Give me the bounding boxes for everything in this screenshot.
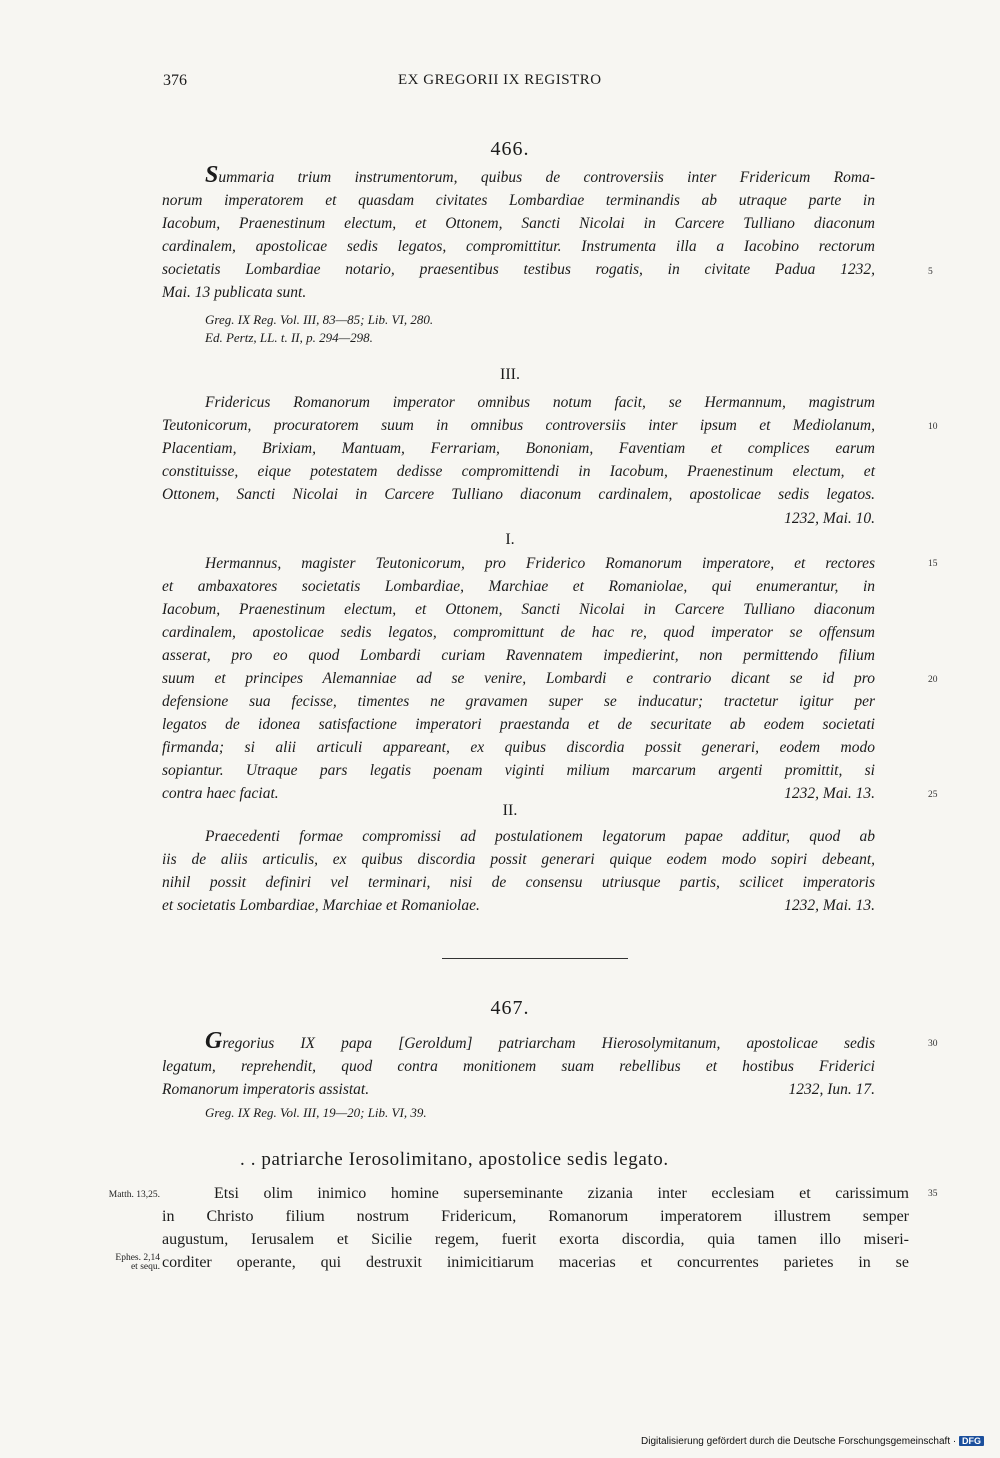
text-line: firmanda; si alii articuli appareant, ex quibus discordia possit generari, eodem modo — [162, 739, 875, 756]
summary-line: cardinalem, apostolicae sedis legatos, compromittitur. Instrumenta illa a Iacobino rectorum — [162, 238, 875, 255]
date: 1232, Mai. 13. — [784, 897, 875, 914]
text-line: contra haec faciat. — [162, 785, 279, 802]
text-line: Praecedenti formae compromissi ad postulationem legatorum papae additur, quod ab — [205, 828, 875, 845]
text-line: legatos de idonea satisfactione imperatori praestanda et de securitate ab eodem societati — [162, 716, 875, 733]
page-number: 376 — [163, 72, 187, 89]
credit-text: Digitalisierung gefördert durch die Deutsche Forschungsgemeinschaft — [641, 1436, 951, 1447]
margin-note: Ephes. 2,14 — [115, 1253, 160, 1263]
summary-line: Mai. 13 publicata sunt. — [162, 284, 307, 301]
text-line: Etsi olim inimico homine superseminante zizania inter ecclesiam et carissimum — [214, 1185, 909, 1202]
address-line: . . patriarche Ierosolimitano, apostolice sedis legato. — [240, 1149, 669, 1170]
text-line: Fridericus Romanorum imperator omnibus notum facit, se Hermannum, magistrum — [205, 394, 875, 411]
text-line: defensione sua fecisse, timentes ne gravamen super se inducatur; tractetur igitur per — [162, 693, 875, 710]
line-number: 15 — [928, 559, 938, 569]
summary-line: Gregorius IX papa [Geroldum] patriarcham Hierosolymitanum, apostolicae sedis — [205, 1028, 875, 1054]
drop-cap: S — [205, 162, 219, 188]
text-line: augustum, Ierusalem et Sicilie regem, fuerit exorta discordia, quia tamen illo miseri- — [162, 1231, 909, 1248]
text-line: corditer operante, qui destruxit inimicitiarum macerias et concurrentes parietes in se — [162, 1254, 909, 1271]
date: 1232, Iun. 17. — [788, 1081, 875, 1098]
separator-rule — [442, 958, 628, 959]
citation: Ed. Pertz, LL. t. II, p. 294—298. — [205, 330, 373, 345]
line-number: 35 — [928, 1189, 938, 1199]
summary-line: Summaria trium instrumentorum, quibus de controversiis inter Fridericum Roma- — [205, 162, 875, 188]
text-line: Iacobum, Praenestinum electum, et Ottonem, Sancti Nicolai in Carcere Tulliano diaconum — [162, 601, 875, 618]
dfg-logo: DFG — [959, 1436, 984, 1446]
summary-line: societatis Lombardiae notario, praesentibus testibus rogatis, in civitate Padua 1232, — [162, 261, 875, 278]
margin-note: et sequ. — [130, 1262, 160, 1272]
section-heading-III: III. — [500, 366, 520, 383]
text-line: iis de aliis articulis, ex quibus discordia possit generari quique eodem modo sopiri debeant, — [162, 851, 875, 868]
citation: Greg. IX Reg. Vol. III, 83—85; Lib. VI, 280. — [205, 312, 434, 327]
line-number: 25 — [928, 790, 938, 800]
summary-line: norum imperatorem et quasdam civitates Lombardiae terminandis ab utraque parte in — [162, 192, 875, 209]
text-line: in Christo filium nostrum Fridericum, Romanorum imperatorem illustrem semper — [162, 1208, 909, 1225]
text-line: Ottonem, Sancti Nicolai in Carcere Tulliano diaconum cardinalem, apostolicae sedis legatos. — [162, 486, 875, 503]
margin-note: Matth. 13,25. — [108, 1190, 160, 1200]
line-number: 30 — [928, 1039, 938, 1049]
text-line: Placentiam, Brixiam, Mantuam, Ferrariam, Bononiam, Faventiam et complices earum — [162, 440, 875, 457]
document-number-466: 466. — [490, 138, 530, 160]
line-number: 10 — [928, 422, 938, 432]
text-line: Teutonicorum, procuratorem suum in omnibus controversiis inter ipsum et Mediolanum, — [162, 417, 875, 434]
running-title: EX GREGORII IX REGISTRO — [398, 72, 602, 88]
section-heading-II: II. — [502, 802, 518, 819]
text-line: et ambaxatores societatis Lombardiae, Marchiae et Romaniolae, qui enumerantur, in — [162, 578, 875, 595]
summary-line: Romanorum imperatoris assistat. — [162, 1081, 370, 1098]
text-line: constituisse, eique potestatem dedisse compromittendi in Iacobum, Praenestinum electum, et — [162, 463, 875, 480]
section-heading-I: I. — [505, 531, 515, 548]
drop-cap: G — [205, 1028, 223, 1054]
text-line: Hermannus, magister Teutonicorum, pro Friderico Romanorum imperatore, et rectores — [205, 555, 875, 572]
citation: Greg. IX Reg. Vol. III, 19—20; Lib. VI, 39. — [205, 1105, 427, 1120]
text-line: et societatis Lombardiae, Marchiae et Romaniolae. — [162, 897, 480, 914]
date: 1232, Mai. 13. — [784, 785, 875, 802]
text-line: nihil possit definiri vel terminari, nisi de consensu utriusque partis, scilicet imperatoris — [162, 874, 875, 891]
summary-line: Iacobum, Praenestinum electum, et Ottonem, Sancti Nicolai in Carcere Tulliano diaconum — [162, 215, 875, 232]
line-number: 20 — [928, 675, 938, 685]
document-number-467: 467. — [490, 997, 530, 1019]
text-line: cardinalem, apostolicae sedis legatos, compromittunt de hac re, quod imperator se offensum — [162, 624, 875, 641]
text-line: sopiantur. Utraque pars legatis poenam viginti milium marcarum argenti promittit, si — [162, 762, 875, 779]
line-number: 5 — [928, 267, 933, 277]
text-line: asserat, pro eo quod Lombardi curiam Ravennatem impedierint, non permittendo filium — [162, 647, 875, 664]
text-line: suum et principes Alemanniae ad se venire, Lombardi e contrario dicant se id pro — [162, 670, 875, 687]
date: 1232, Mai. 10. — [784, 510, 875, 527]
summary-line: legatum, reprehendit, quod contra monitionem suam rebellibus et hostibus Friderici — [162, 1058, 875, 1075]
digitization-credit: Digitalisierung gefördert durch die Deutsche Forschungsgemeinschaft · DFG — [641, 1436, 984, 1447]
